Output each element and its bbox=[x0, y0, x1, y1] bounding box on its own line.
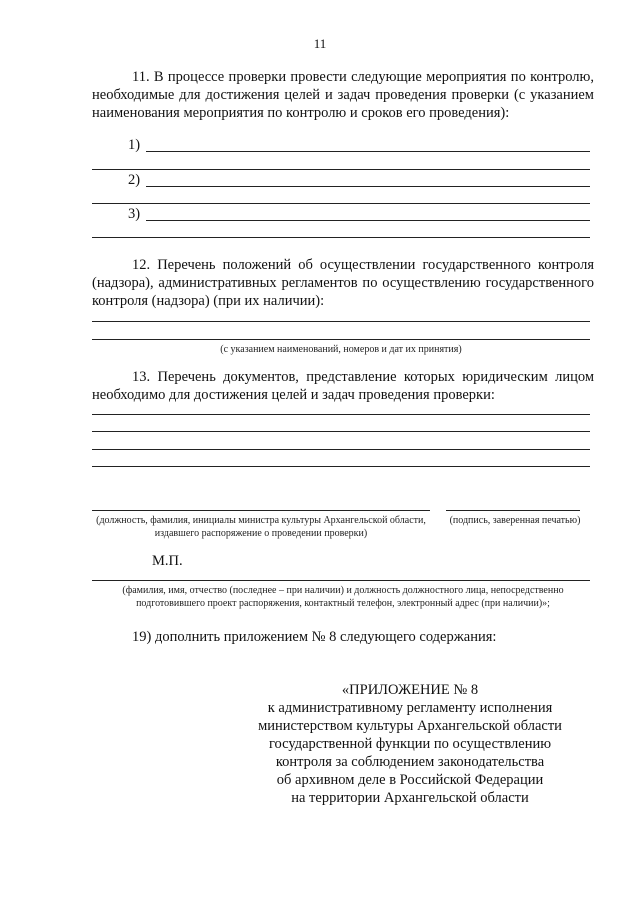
position-caption: (должность, фамилия, инициалы министра культуры Архангельской области, издавшего распоряжение о проведении проверки) bbox=[96, 515, 426, 539]
fill-line bbox=[92, 321, 590, 322]
fill-line bbox=[92, 466, 590, 467]
appendix-line: к административному регламенту исполнения bbox=[267, 700, 553, 716]
preparer-line bbox=[92, 580, 590, 581]
sign-caption: (подпись, заверенная печатью) bbox=[449, 515, 581, 526]
item-19-text: 19) дополнить приложением № 8 следующего содержания: bbox=[132, 629, 497, 645]
item-11-line-1-label: 1) bbox=[128, 137, 141, 153]
appendix-block bbox=[240, 681, 580, 807]
item-13-text: 13. Перечень документов, представление которых юридическим лицом необходимо для достижения целей и задач проведения проверки: bbox=[92, 369, 594, 403]
fill-line bbox=[92, 414, 590, 415]
preparer-caption: (фамилия, имя, отчество (последнее – при наличии) и должность должностного лица, непосредственно подготовившего проект распоряжения, контактный телефон, электронный адрес (при наличии)»; bbox=[122, 585, 564, 609]
appendix-line: государственной функции по осуществлению bbox=[268, 736, 552, 752]
fill-line bbox=[146, 220, 590, 221]
fill-line bbox=[92, 431, 590, 432]
fill-line bbox=[92, 449, 590, 450]
fill-line bbox=[92, 169, 590, 170]
sign-line bbox=[446, 510, 580, 511]
position-signature-line bbox=[92, 510, 430, 511]
appendix-title: «ПРИЛОЖЕНИЕ № 8 bbox=[341, 682, 479, 698]
fill-line bbox=[146, 186, 590, 187]
fill-line bbox=[92, 339, 590, 340]
appendix-line: об архивном деле в Российской Федерации bbox=[276, 772, 544, 788]
fill-line bbox=[146, 151, 590, 152]
item-12-text: 12. Перечень положений об осуществлении государственного контроля (надзора), административных регламентов по осуществлению государственного контроля (надзора) (при их наличии): bbox=[92, 257, 594, 309]
appendix-line: на территории Архангельской области bbox=[291, 790, 529, 806]
item-11-line-3-label: 3) bbox=[128, 206, 141, 222]
fill-line bbox=[92, 203, 590, 204]
appendix-line: контроля за соблюдением законодательства bbox=[275, 754, 545, 770]
appendix-line: министерством культуры Архангельской области bbox=[258, 718, 562, 734]
item-11-line-2-label: 2) bbox=[128, 172, 141, 188]
seal-label: М.П. bbox=[152, 553, 183, 569]
page-number: 11 bbox=[313, 36, 327, 51]
item-11-text: 11. В процессе проверки провести следующие мероприятия по контролю, необходимые для достижения целей и задач проведения проверки (с указанием наименования мероприятия по контролю и сроков его проведения): bbox=[92, 69, 594, 121]
item-12-caption: (с указанием наименований, номеров и дат их принятия) bbox=[220, 344, 462, 355]
fill-line bbox=[92, 237, 590, 238]
